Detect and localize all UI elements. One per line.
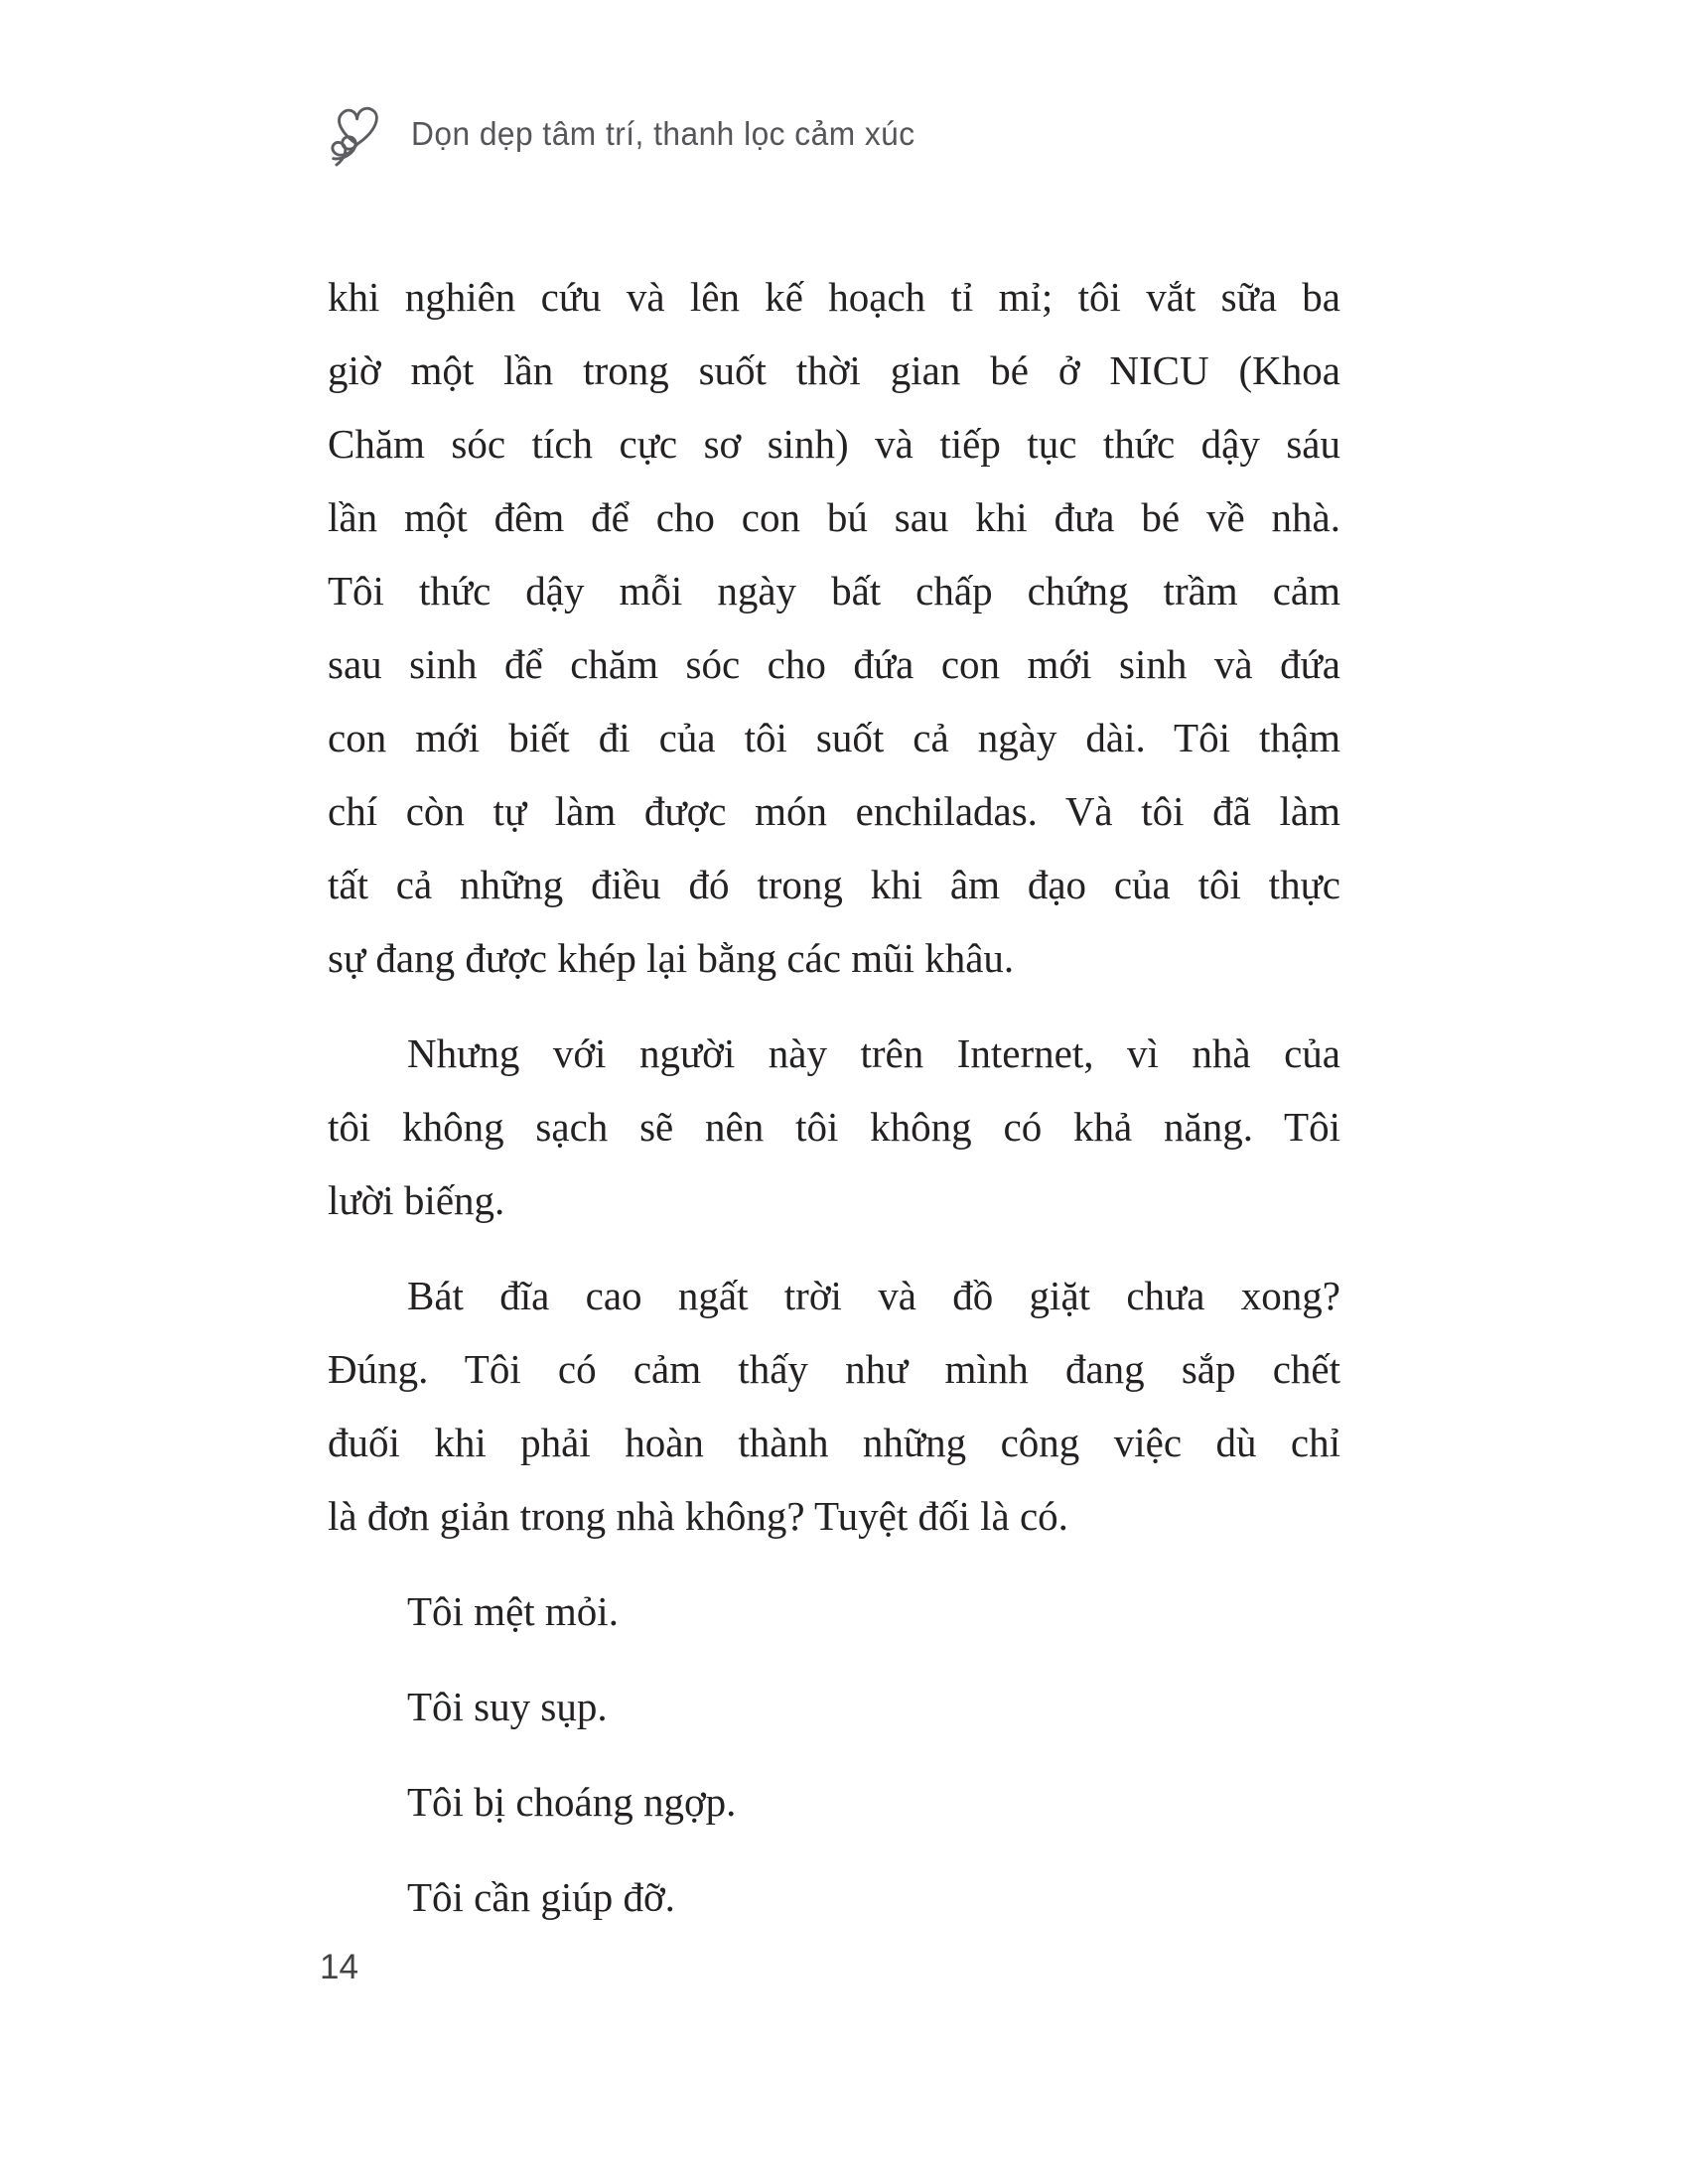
body-line: lần một đêm để cho con bú sau khi đưa bé về nhà.: [328, 494, 1340, 540]
page-number: 14: [320, 1948, 358, 1986]
paragraph: [328, 260, 1340, 995]
body-line: Tôi suy sụp.: [407, 1684, 608, 1729]
body-line: Bát đĩa cao ngất trời và đồ giặt chưa xong?: [407, 1273, 1340, 1318]
heart-flourish-icon: [316, 95, 395, 173]
body-line: Chăm sóc tích cực sơ sinh) và tiếp tục thức dậy sáu: [328, 421, 1340, 467]
body-line: khi nghiên cứu và lên kế hoạch tỉ mỉ; tôi vắt sữa ba: [328, 274, 1340, 320]
body-line: Đúng. Tôi có cảm thấy như mình đang sắp chết: [328, 1346, 1340, 1392]
body-line: tôi không sạch sẽ nên tôi không có khả năng. Tôi: [328, 1104, 1340, 1150]
body-line: Tôi cần giúp đỡ.: [407, 1874, 675, 1920]
paragraph: [328, 1765, 1340, 1839]
running-header: [316, 95, 936, 173]
paragraph: [328, 1574, 1340, 1648]
body-line: đuối khi phải hoàn thành những công việc dù chỉ: [328, 1420, 1340, 1465]
body-line: sau sinh để chăm sóc cho đứa con mới sinh và đứa: [328, 641, 1340, 687]
paragraph: [328, 1860, 1340, 1934]
body-text: [328, 260, 1340, 1934]
body-line: con mới biết đi của tôi suốt cả ngày dài. Tôi thậm: [328, 715, 1340, 760]
body-line: Tôi thức dậy mỗi ngày bất chấp chứng trầm cảm: [328, 568, 1340, 614]
body-line: Tôi bị choáng ngợp.: [407, 1779, 737, 1825]
body-line: Tôi mệt mỏi.: [407, 1588, 619, 1634]
body-line: là đơn giản trong nhà không? Tuyệt đối là có.: [328, 1493, 1068, 1539]
body-line: Nhưng với người này trên Internet, vì nhà của: [407, 1030, 1340, 1076]
paragraph: [328, 1017, 1340, 1237]
running-header-title: Dọn dẹp tâm trí, thanh lọc cảm xúc: [411, 115, 915, 152]
paragraph: [328, 1259, 1340, 1553]
body-line: giờ một lần trong suốt thời gian bé ở NICU (Khoa: [328, 347, 1340, 393]
body-line: chí còn tự làm được món enchiladas. Và tôi đã làm: [328, 788, 1340, 834]
paragraph: [328, 1670, 1340, 1743]
body-line: sự đang được khép lại bằng các mũi khâu.: [328, 935, 1015, 981]
body-line: lười biếng.: [328, 1177, 505, 1223]
body-line: tất cả những điều đó trong khi âm đạo của tôi thực: [328, 862, 1340, 907]
